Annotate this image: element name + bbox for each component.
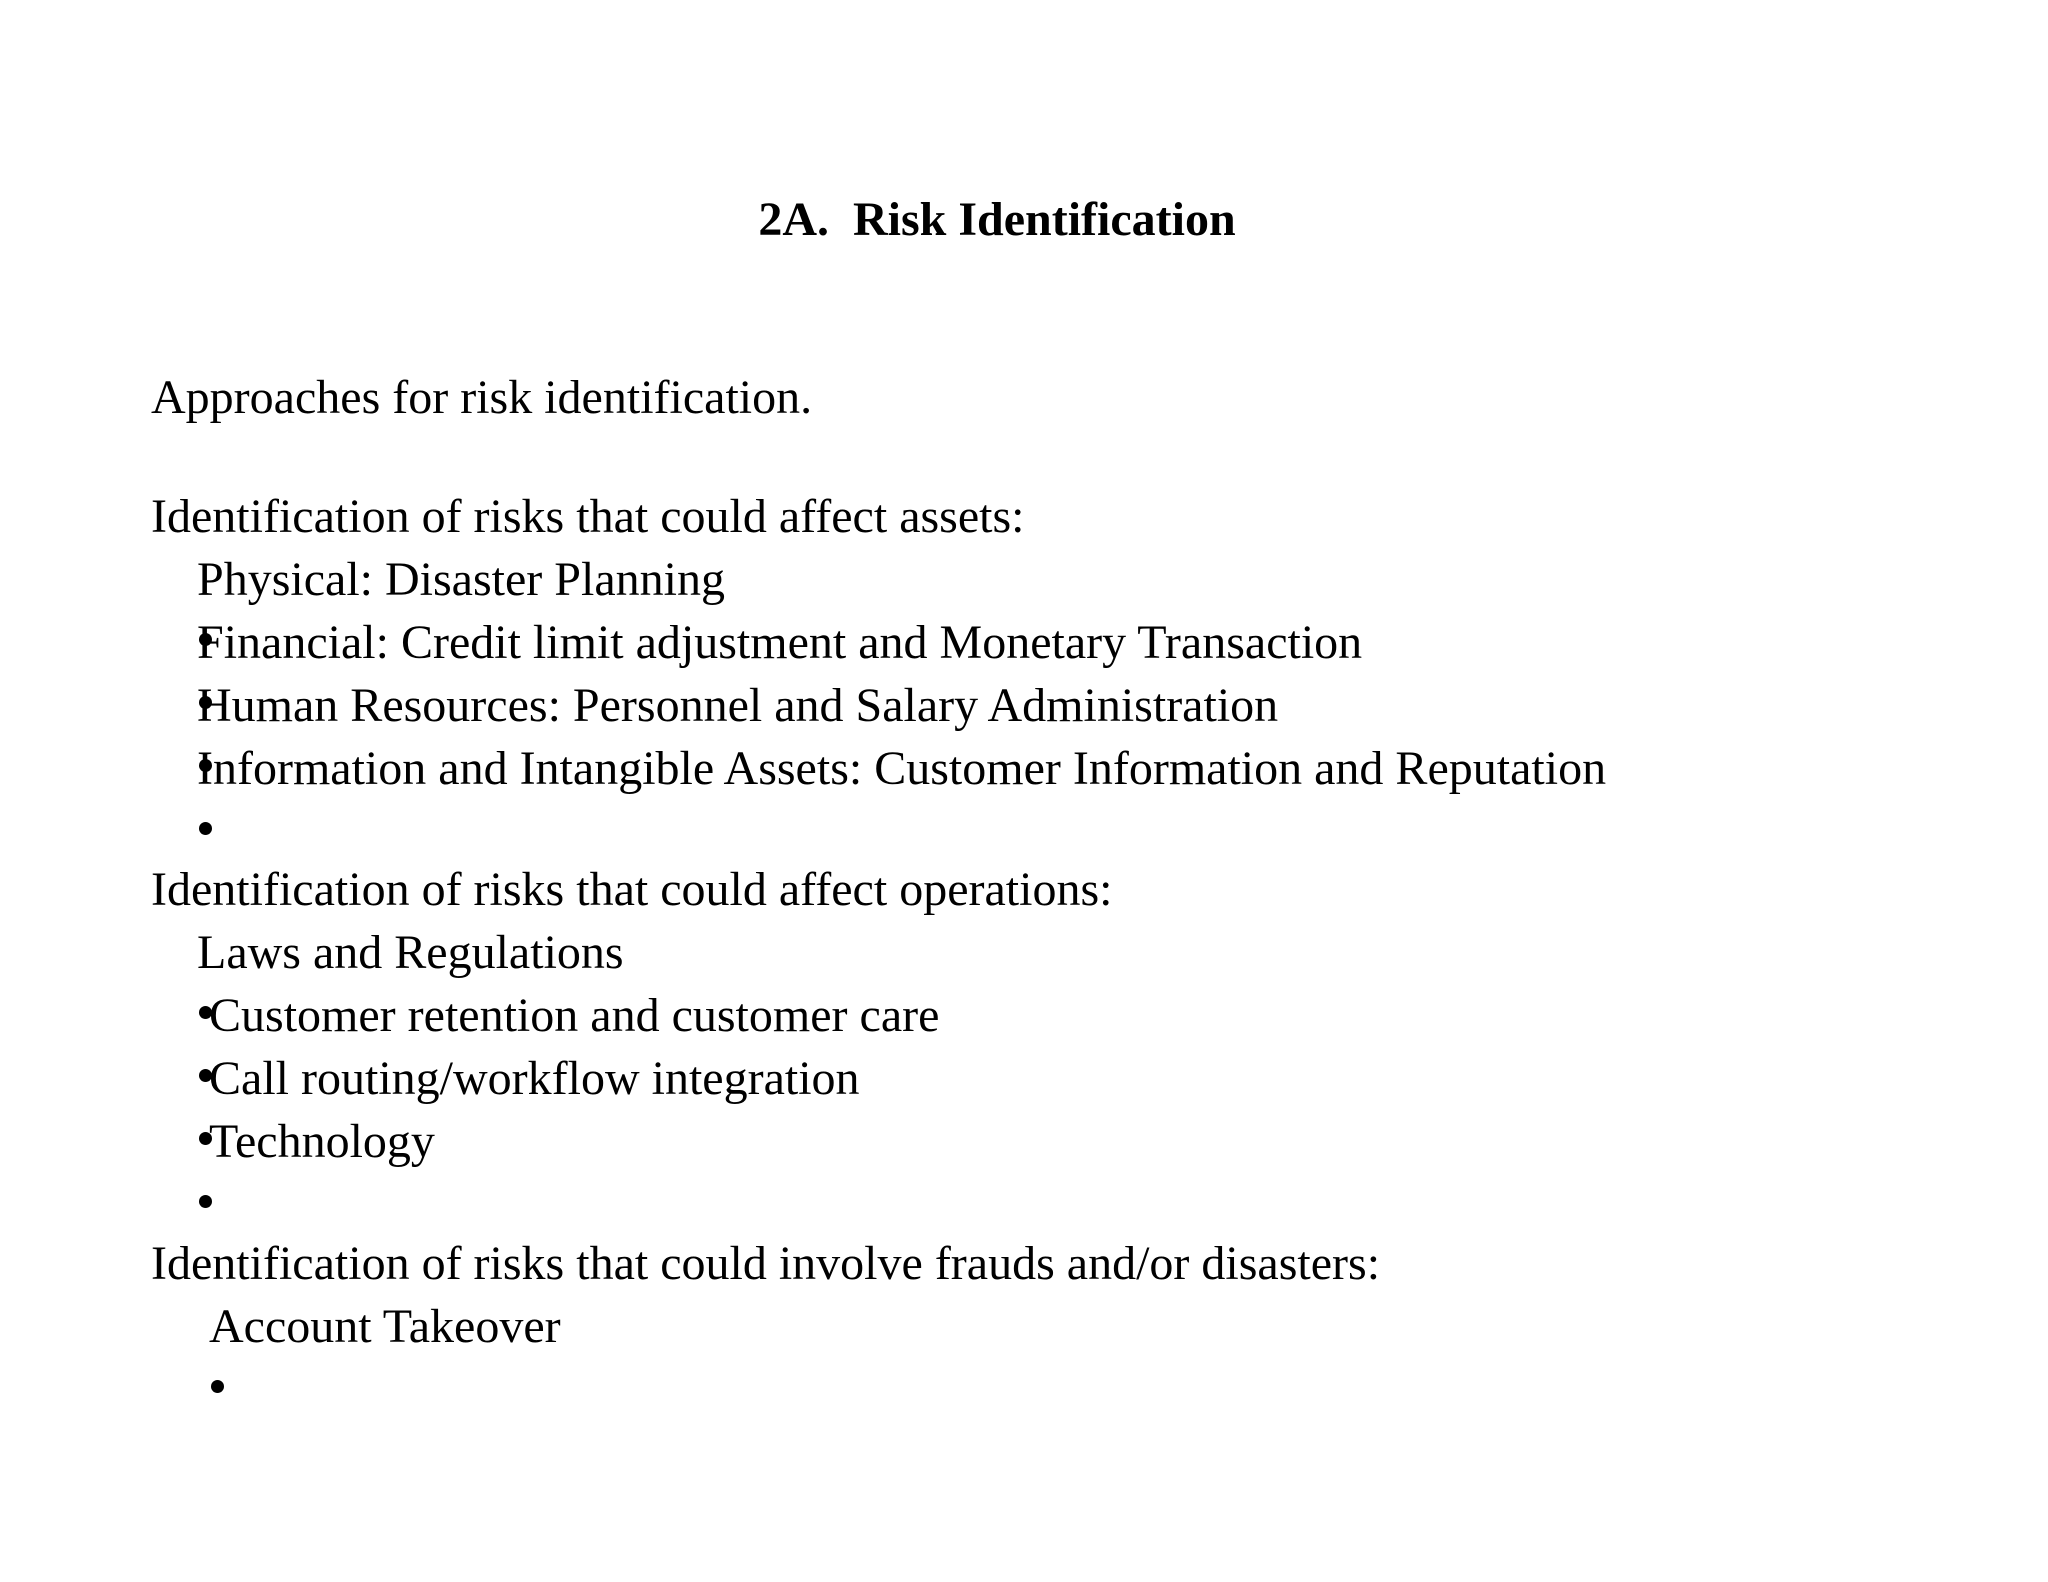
- list-item-label: Physical: Disaster Planning: [197, 553, 725, 606]
- list-item-label: Financial: Credit limit adjustment and Monetary Transaction: [197, 616, 1363, 669]
- list-item-label: Information and Intangible Assets: Customer Information and Reputation: [197, 742, 1607, 795]
- page-title: 2A. Risk Identification: [758, 193, 1236, 246]
- intro-text: Approaches for risk identification.: [151, 371, 813, 424]
- list-item-label: Technology: [209, 1115, 435, 1168]
- list-item: [163, 1297, 561, 1537]
- list-item-label: Human Resources: Personnel and Salary Administration: [197, 679, 1279, 732]
- list-item-label: Laws and Regulations: [197, 926, 624, 979]
- list-item-label: Call routing/workflow integration: [209, 1052, 860, 1105]
- section-heading-operations: Identification of risks that could affect operations:: [151, 863, 1113, 916]
- section-heading-assets: Identification of risks that could affect assets:: [151, 490, 1025, 543]
- list-item-label: Account Takeover: [209, 1300, 561, 1353]
- section-heading-frauds: Identification of risks that could involve frauds and/or disasters:: [151, 1237, 1381, 1290]
- list-item-label: Customer retention and customer care: [209, 989, 940, 1042]
